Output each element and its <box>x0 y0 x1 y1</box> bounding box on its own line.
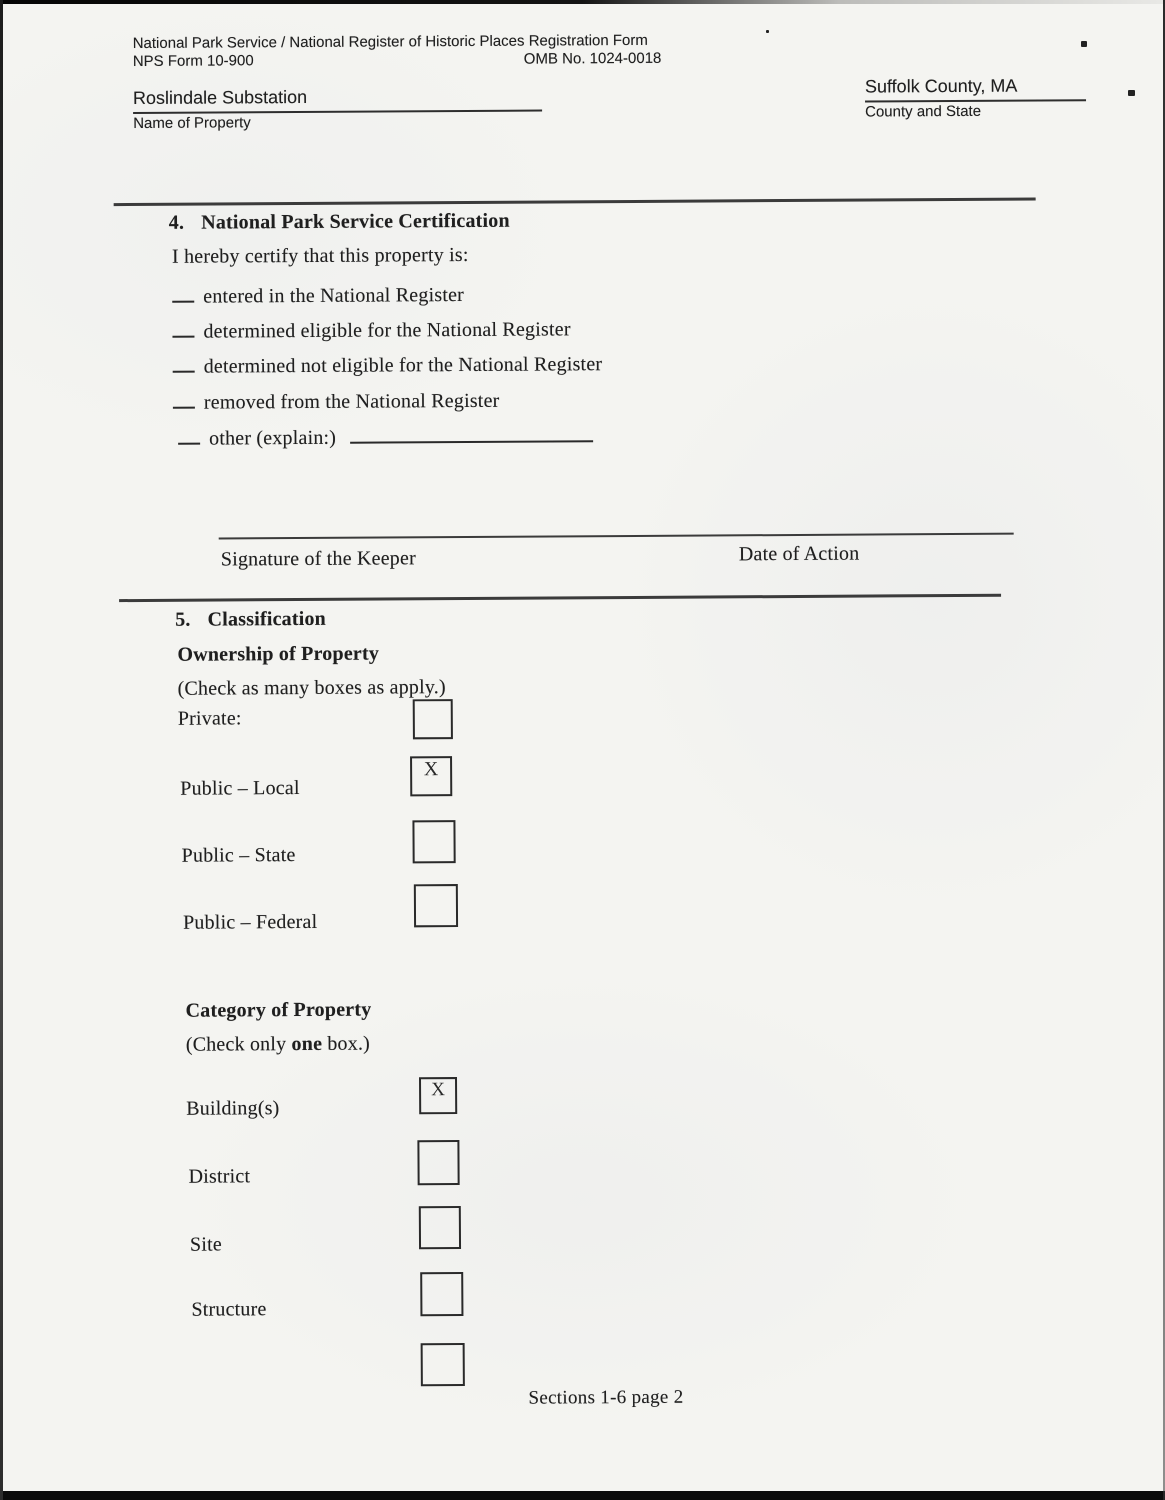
county-state-label: County and State <box>865 102 982 121</box>
ownership-label-public-state: Public – State <box>181 844 296 867</box>
date-of-action-label: Date of Action <box>738 542 860 566</box>
cert-blank-line <box>178 425 200 445</box>
section4-top-rule <box>114 198 1036 207</box>
scan-edge-bottom <box>0 1491 1165 1500</box>
checkbox-public-federal[interactable] <box>414 884 458 927</box>
cert-blank-line <box>173 353 195 373</box>
property-name-value: Roslindale Substation <box>133 86 542 114</box>
scan-edge-left <box>0 0 3 1500</box>
category-label-structure: Structure <box>191 1298 267 1321</box>
checkbox-public-local[interactable]: X <box>410 756 452 796</box>
category-instruction-prefix: (Check only <box>185 1033 292 1056</box>
explain-blank-line <box>350 422 593 443</box>
page-footer: Sections 1-6 page 2 <box>528 1386 684 1409</box>
cert-option-removed <box>173 387 500 415</box>
checkbox-site[interactable] <box>419 1206 461 1249</box>
category-title: Category of Property <box>185 998 372 1022</box>
cert-option-label: determined eligible for the National Register <box>203 318 571 343</box>
scan-speck <box>1081 41 1087 47</box>
cert-option-determined-eligible <box>172 315 570 343</box>
property-name-label: Name of Property <box>133 114 251 133</box>
signature-label: Signature of the Keeper <box>220 547 416 571</box>
checkbox-district[interactable] <box>417 1140 459 1185</box>
cert-option-label: other (explain:) <box>209 426 337 450</box>
cert-option-entered <box>172 281 464 309</box>
section4-intro: I hereby certify that this property is: <box>171 243 469 268</box>
checkbox-structure[interactable] <box>420 1272 463 1316</box>
cert-blank-line <box>173 389 195 409</box>
section5-heading <box>175 608 326 632</box>
section4-heading <box>169 210 510 235</box>
cert-blank-line <box>172 318 194 338</box>
category-instruction-bold: one <box>291 1032 323 1056</box>
form-number: NPS Form 10-900 <box>132 52 254 71</box>
checkbox-object[interactable] <box>421 1343 465 1386</box>
checkbox-buildings[interactable]: X <box>419 1077 457 1114</box>
category-label-district: District <box>188 1165 251 1188</box>
county-state-value: Suffolk County, MA <box>865 75 1086 102</box>
scan-edge-top <box>0 0 1165 4</box>
cert-option-label: removed from the National Register <box>203 389 500 414</box>
cert-option-label: determined not eligible for the National Register <box>203 353 603 378</box>
section5-top-rule <box>119 594 1001 602</box>
form-title: National Park Service / National Register of Historic Places Registration Form <box>132 31 648 53</box>
section5-title: Classification <box>207 607 327 631</box>
ownership-title: Ownership of Property <box>177 642 380 666</box>
signature-line <box>219 533 1014 540</box>
section4-title: National Park Service Certification <box>201 209 510 234</box>
ownership-label-public-local: Public – Local <box>180 777 300 800</box>
ownership-label-private: Private: <box>177 707 242 730</box>
cert-option-determined-not-eligible <box>173 350 603 379</box>
category-label-site: Site <box>189 1233 223 1256</box>
cert-option-label: entered in the National Register <box>203 284 465 308</box>
scan-speck <box>1128 90 1135 96</box>
category-instruction-suffix: box.) <box>322 1032 371 1055</box>
ownership-label-public-federal: Public – Federal <box>182 910 318 934</box>
cert-option-other <box>178 422 593 451</box>
omb-number: OMB No. 1024-0018 <box>523 49 662 68</box>
section5-number: 5. <box>175 608 191 631</box>
ownership-instruction: (Check as many boxes as apply.) <box>177 676 446 700</box>
cert-blank-line <box>172 283 194 303</box>
category-label-buildings: Building(s) <box>186 1097 280 1120</box>
category-instruction <box>186 1033 370 1057</box>
scan-speck <box>766 30 769 33</box>
checkbox-public-state[interactable] <box>412 820 455 863</box>
checkbox-private[interactable] <box>413 699 453 739</box>
section4-number: 4. <box>168 211 185 234</box>
